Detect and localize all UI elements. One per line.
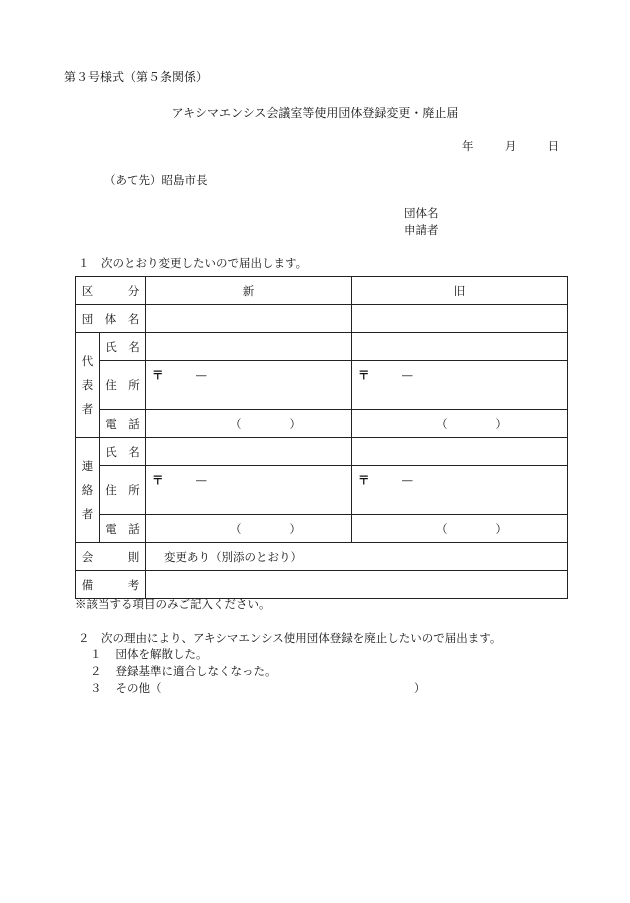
date-day: 日	[547, 139, 560, 153]
section-1-heading: １ 次のとおり変更したいので届出します。	[78, 256, 308, 270]
remarks-label: 備 考	[76, 571, 146, 599]
date-month: 月	[504, 139, 517, 153]
reason-text: 団体を解散した。	[115, 647, 208, 661]
contact-label: 連 絡 者	[81, 459, 94, 521]
date-year: 年	[462, 139, 474, 153]
addressee: （あて先）昭島市長	[104, 173, 208, 187]
change-table	[75, 276, 568, 599]
header-new: 新	[146, 277, 352, 305]
date-line	[462, 138, 559, 154]
paren-close: ）	[495, 521, 507, 536]
rep-name-new-cell[interactable]	[146, 333, 352, 361]
paren-close: ）	[289, 416, 301, 431]
form-title: アキシマエンシス会議室等使用団体登録変更・廃止届	[171, 106, 459, 120]
org-name-label: 団体名	[404, 206, 439, 220]
contact-address-label: 住 所	[100, 466, 146, 515]
rules-value: 変更あり（別添のとおり）	[146, 543, 568, 571]
paren-open: （	[230, 521, 242, 536]
paren-open: （	[436, 416, 448, 431]
reason-text: その他（	[115, 681, 162, 695]
rep-address-label: 住 所	[100, 361, 146, 410]
reason-number: ３	[90, 681, 102, 695]
representative-label: 代 表 者	[81, 354, 94, 416]
remarks-cell[interactable]	[146, 571, 568, 599]
contact-name-new-cell[interactable]	[146, 438, 352, 466]
contact-group-label	[76, 438, 100, 543]
rep-phone-old-cell[interactable]	[352, 410, 568, 438]
reason-number: ２	[90, 664, 102, 678]
org-name-old-cell[interactable]	[352, 305, 568, 333]
reason-item	[90, 663, 277, 680]
representative-group-label	[76, 333, 100, 438]
org-name-new-cell[interactable]	[146, 305, 352, 333]
contact-name-old-cell[interactable]	[352, 438, 568, 466]
header-old: 旧	[352, 277, 568, 305]
postal-dash: —	[401, 368, 413, 382]
note: ※該当する項目のみご記入ください。	[75, 597, 271, 611]
rep-name-old-cell[interactable]	[352, 333, 568, 361]
contact-phone-label: 電 話	[100, 515, 146, 543]
contact-address-new-cell[interactable]	[146, 466, 352, 515]
postal-dash: —	[195, 473, 207, 487]
header-category: 区 分	[76, 277, 146, 305]
postal-mark-icon: 〒	[358, 368, 370, 382]
contact-name-label: 氏 名	[100, 438, 146, 466]
section-2-heading: ２ 次の理由により、アキシマエンシス使用団体登録を廃止したいので届出ます。	[78, 631, 502, 645]
contact-address-old-cell[interactable]	[352, 466, 568, 515]
reason-text: 登録基準に適合しなくなった。	[115, 664, 277, 678]
rules-label: 会 則	[76, 543, 146, 571]
postal-mark-icon: 〒	[152, 368, 164, 382]
other-close-paren: ）	[414, 681, 426, 695]
postal-mark-icon: 〒	[358, 473, 370, 487]
rep-address-old-cell[interactable]	[352, 361, 568, 410]
applicant-label: 申請者	[404, 223, 439, 237]
paren-open: （	[436, 521, 448, 536]
paren-open: （	[230, 416, 242, 431]
rep-phone-label: 電 話	[100, 410, 146, 438]
rep-name-label: 氏 名	[100, 333, 146, 361]
applicant-block	[404, 205, 439, 239]
row-org-name-label: 団 体 名	[76, 305, 146, 333]
form-number: 第３号様式（第５条関係）	[64, 70, 209, 84]
reason-item	[90, 646, 208, 663]
paren-close: ）	[495, 416, 507, 431]
contact-phone-new-cell[interactable]	[146, 515, 352, 543]
reason-number: １	[90, 647, 102, 661]
postal-dash: —	[195, 368, 207, 382]
postal-mark-icon: 〒	[152, 473, 164, 487]
reason-item	[90, 680, 162, 697]
postal-dash: —	[401, 473, 413, 487]
contact-phone-old-cell[interactable]	[352, 515, 568, 543]
rep-address-new-cell[interactable]	[146, 361, 352, 410]
paren-close: ）	[289, 521, 301, 536]
rep-phone-new-cell[interactable]	[146, 410, 352, 438]
